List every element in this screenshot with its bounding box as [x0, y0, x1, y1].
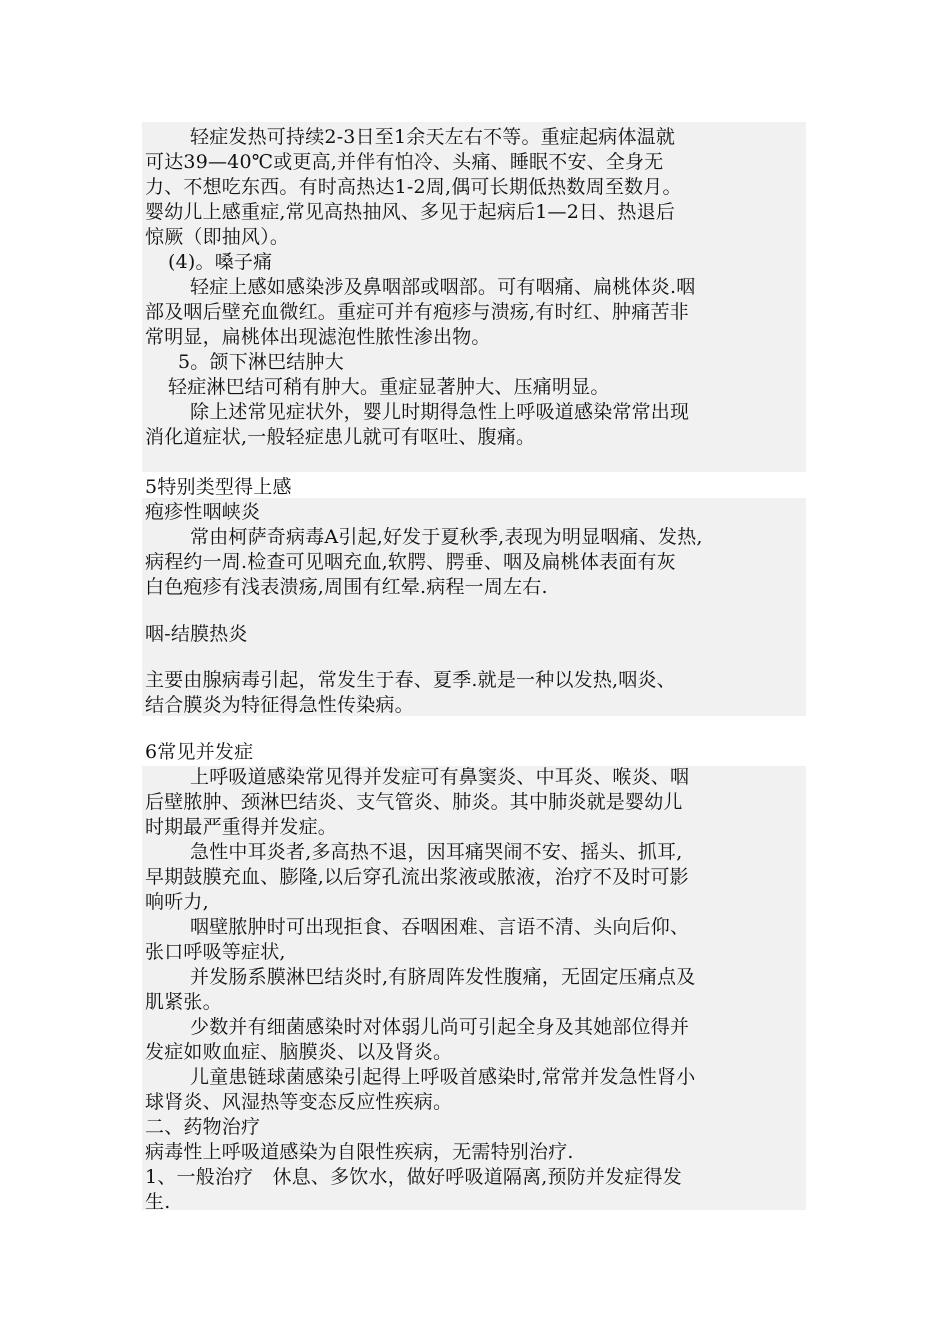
paragraph-line: 病毒性上呼吸道感染为自限性疾病，无需特别治疗. — [145, 1141, 574, 1163]
paragraph-line: 白色疱疹有浅表溃疡,周围有红晕.病程一周左右. — [145, 576, 548, 598]
paragraph-line: 张口呼吸等症状, — [145, 941, 286, 963]
paragraph-line: 主要由腺病毒引起，常发生于春、夏季.就是一种以发热,咽炎、 — [145, 669, 676, 691]
section-heading-complications: 6常见并发症 — [145, 741, 254, 763]
paragraph-line: 惊厥（即抽风）。 — [145, 226, 290, 248]
paragraph-line: 后壁脓肿、颈淋巴结炎、支气管炎、肺炎。其中肺炎就是婴幼儿 — [145, 791, 683, 813]
subheading-lymph-nodes: 5。颌下淋巴结肿大 — [178, 351, 344, 373]
paragraph-line: 早期鼓膜充血、膨隆,以后穿孔流出浆液或脓液，治疗不及时可影 — [145, 866, 689, 888]
paragraph-line: 可达39—40℃或更高,并伴有怕冷、头痛、睡眠不安、全身无 — [145, 151, 664, 173]
paragraph-line: 生. — [145, 1191, 171, 1213]
paragraph-line: 少数并有细菌感染时对体弱儿尚可引起全身及其她部位得并 — [190, 1016, 690, 1038]
paragraph-line: 球肾炎、风湿热等变态反应性疾病。 — [145, 1091, 453, 1113]
paragraph-line: 急性中耳炎者,多高热不退，因耳痛哭闹不安、摇头、抓耳, — [190, 841, 683, 863]
subheading-herpangina: 疱疹性咽峡炎 — [145, 501, 261, 523]
paragraph-line: 并发肠系膜淋巴结炎时,有脐周阵发性腹痛，无固定压痛点及 — [190, 966, 696, 988]
subheading-pharyngoconjunctival-fever: 咽-结膜热炎 — [145, 623, 248, 645]
paragraph-line: 肌紧张。 — [145, 991, 222, 1013]
paragraph-line: 婴幼儿上感重症,常见高热抽风、多见于起病后1—2日、热退后 — [145, 201, 676, 223]
paragraph-line: 病程约一周.检查可见咽充血,软腭、腭垂、咽及扁桃体表面有灰 — [145, 551, 676, 573]
subheading-sore-throat: (4)。嗓子痛 — [168, 251, 273, 273]
paragraph-line: 轻症上感如感染涉及鼻咽部或咽部。可有咽痛、扁桃体炎.咽 — [190, 276, 696, 298]
paragraph-line: 响听力, — [145, 891, 209, 913]
section-heading-drug-treatment: 二、药物治疗 — [145, 1116, 261, 1138]
paragraph-line: 力、不想吃东西。有时高热达1-2周,偶可长期低热数周至数月。 — [145, 176, 682, 198]
paragraph-line: 结合膜炎为特征得急性传染病。 — [145, 694, 414, 716]
paragraph-line: 除上述常见症状外，婴儿时期得急性上呼吸道感染常常出现 — [190, 401, 690, 423]
paragraph-line: 时期最严重得并发症。 — [145, 816, 338, 838]
paragraph-line: 常由柯萨奇病毒A引起,好发于夏秋季,表现为明显咽痛、发热, — [190, 526, 703, 548]
paragraph-line: 消化道症状,一般轻症患儿就可有呕吐、腹痛。 — [145, 426, 536, 448]
paragraph-line: 常明显，扁桃体出现滤泡性脓性渗出物。 — [145, 326, 491, 348]
paragraph-line: 发症如败血症、脑膜炎、以及肾炎。 — [145, 1041, 453, 1063]
paragraph-line: 上呼吸道感染常见得并发症可有鼻窦炎、中耳炎、喉炎、咽 — [190, 766, 690, 788]
section-heading-special-types: 5特别类型得上感 — [145, 476, 292, 498]
paragraph-line: 儿童患链球菌感染引起得上呼吸首感染时,常常并发急性肾小 — [190, 1066, 696, 1088]
paragraph-line: 咽壁脓肿时可出现拒食、吞咽困难、言语不清、头向后仰、 — [190, 916, 690, 938]
paragraph-line: 轻症发热可持续2-3日至1余天左右不等。重症起病体温就 — [190, 126, 676, 148]
paragraph-line: 1、一般治疗 休息、多饮水，做好呼吸道隔离,预防并发症得发 — [145, 1166, 682, 1188]
paragraph-line: 轻症淋巴结可稍有肿大。重症显著肿大、压痛明显。 — [168, 376, 610, 398]
paragraph-line: 部及咽后壁充血微红。重症可并有疱疹与溃疡,有时红、肿痛苦非 — [145, 301, 689, 323]
